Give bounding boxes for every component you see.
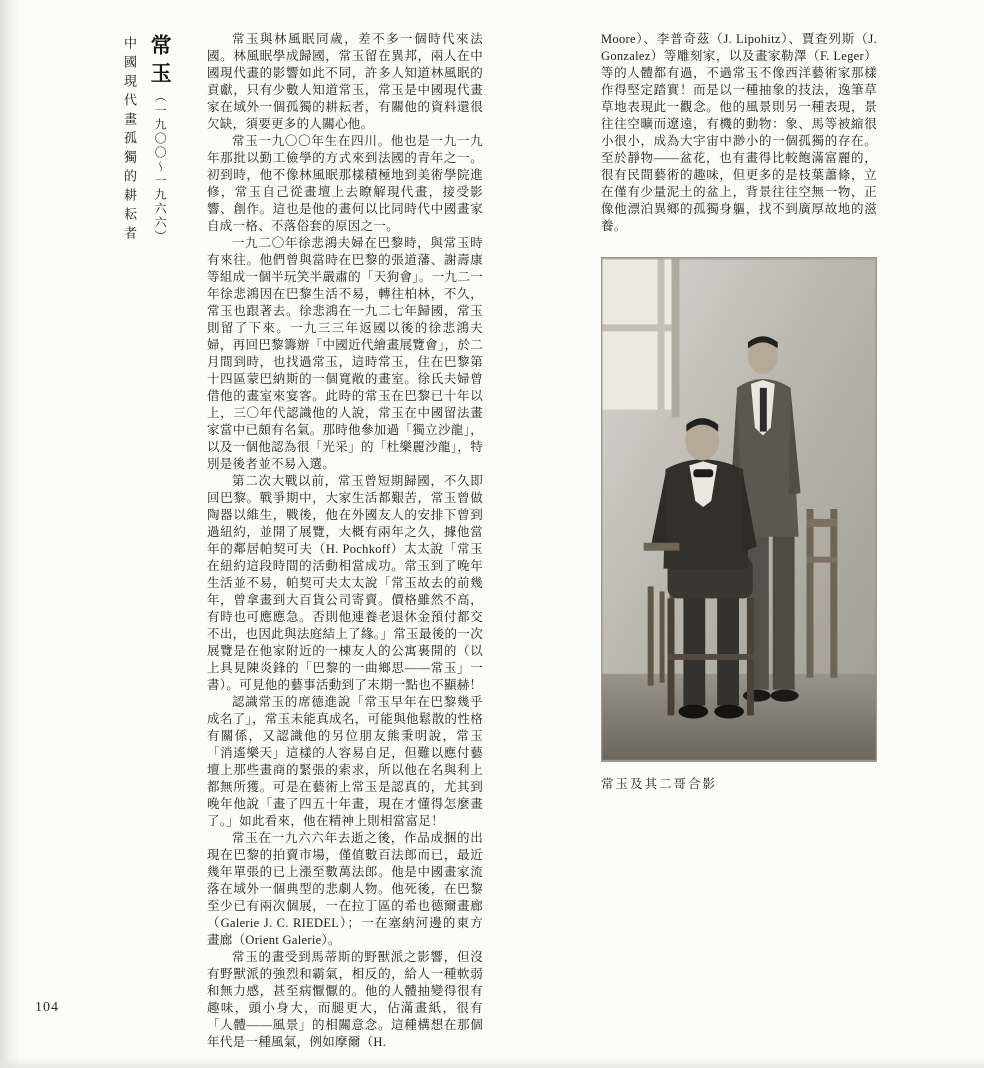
artist-name: 常玉: [148, 34, 173, 90]
paragraph-1: 常玉與林風眠同歲，差不多一個時代來法國。林風眠學成歸國，常玉留在異邦，兩人在中國現代畫的影響如此不同，許多人知道林風眠的貢獻，只有少數人知道常玉，常玉是中國現代畫家在域外一個孤獨的耕耘者，有關他的資料還很欠缺，須要更多的人關心他。: [207, 32, 483, 131]
photo-figure: [601, 257, 877, 792]
chapter-title-line: [148, 34, 171, 464]
text-column-right: [601, 31, 877, 792]
paragraph-5: 認識常玉的席德進說「常玉早年在巴黎幾乎成名了」，常玉未能真成名，可能與他鬆散的性格有關係，又認識他的另位朋友熊秉明說，常玉「消遙樂天」這樣的人容易自足，但難以應付藝壇上那些畫商的緊張的索求，所以他在名與利上都無所獲。可是在藝術上常玉是認真的，尤其到晚年他說「畫了四五十年畫，現在才懂得怎麼畫了。」如此看來，他在精神上則相當富足！: [207, 695, 483, 828]
page-number: 104: [35, 1000, 59, 1015]
photo-two-men: [601, 257, 877, 762]
paragraph-3: 一九二〇年徐悲鴻夫婦在巴黎時，與常玉時有來往。他們曾與當時在巴黎的張道藩、謝壽康等組成一個半玩笑半嚴肅的「天狗會」。一九二一年徐悲鴻因在巴黎生活不易，轉往柏林，不久，常玉也跟著去。徐悲鴻在一九二七年歸國，常玉則留了下來。一九三三年返國以後的徐悲鴻夫婦，再回巴黎籌辦「中國近代繪畫展覽會」，於二月間到時，也找過常玉，這時常玉，住在巴黎第十四區蒙巴納斯的一個寬敞的畫室。徐氏夫婦曾借他的畫室來宴客。此時的常玉在巴黎已十年以上，三〇年代認識他的人說，常玉在中國留法畫家當中已頗有名氣。那時他參加過「獨立沙龍」，以及一個他認為很「光采」的「杜樂麗沙龍」，特別是後者並不易入選。: [207, 236, 483, 471]
scan-gutter-shadow: [0, 0, 20, 1068]
chapter-subtitle: 中國現代畫孤獨的耕耘者: [122, 36, 137, 245]
scan-bottom-shadow: [0, 1058, 984, 1068]
artist-years: （一九〇〇～一九六六）: [153, 90, 168, 244]
chapter-title-vertical: [120, 34, 171, 464]
paragraph-continuation: Moore）、李普奇茲（J. Lipohitz）、賈查列斯（J. Gonzalez）等雕刻家，以及畫家勒澤（F. Leger）等的人體都有過，不過常玉不像西洋藝術家那樣作得堅定踏實！而是以一種抽象的技法，逸筆草草地表現此一觀念。他的風景則另一種表現，景往往空曠而遼遠，有機的動物：象、馬等被縮很小很小，成為大宇宙中渺小的一個孤獨的存在。至於靜物——盆花，也有畫得比較飽滿富麗的，很有民間藝術的趣味，但更多的是枝葉蕭條，立在僅有少量泥土的盆上，背景往往空無一物，正像他漂泊異鄉的孤獨身軀，找不到廣厚故地的滋養。: [601, 32, 877, 233]
paragraph-7: 常玉的畫受到馬蒂斯的野獸派之影響，但沒有野獸派的強烈和霸氣，相反的，給人一種軟弱和無力感，甚至病懨懨的。他的人體抽變得很有趣味，頭小身大，而腿更大，佔滿畫紙，很有「人體——風景」的相關意念。這種構想在那個年代是一種風氣，例如摩爾（H.: [207, 950, 483, 1049]
text-column-left: [207, 31, 483, 1051]
photo-caption: 常玉及其二哥合影: [601, 777, 718, 791]
paragraph-6: 常玉在一九六六年去逝之後，作品成捆的出現在巴黎的拍賣市場，僅值數百法郎而已，最近幾年單張的已上漲至數萬法郎。他是中國畫家流落在域外一個典型的悲劇人物。他死後，在巴黎至少已有兩次個展，一在拉丁區的希也德爾畫廊（Galerie J. C. RIEDEL）；一在塞納河邊的東方畫廊（Orient Galerie）。: [207, 831, 483, 947]
paragraph-4: 第二次大戰以前，常玉曾短期歸國，不久即回巴黎。戰爭期中，大家生活都艱苦，常玉曾做陶器以維生，戰後，他在外國友人的安排下曾到過紐約，並開了展覽，大概有兩年之久，據他當年的鄰居帕契可夫（H. Pochkoff）太太說「常玉在紐約這段時間的活動相當成功。常玉到了晚年生活並不易，帕契可夫太太說「常玉故去的前幾年，曾拿畫到大百貨公司寄賣。價格雖然不高，有時也可應應急。否則他連養老退休金預付都交不出，也因此與法庭結上了緣。」常玉最後的一次展覽是在他家附近的一棟友人的公寓裏開的（以上具見陳炎鋒的「巴黎的一曲鄉思——常玉」一書）。可見他的藝事活動到了末期一點也不顯赫！: [207, 474, 483, 692]
photo-illustration: [602, 258, 876, 761]
paragraph-2: 常玉一九〇〇年生在四川。他也是一九一九年那批以勤工儉學的方式來到法國的青年之一。初到時，他不像林風眠那樣積極地到美術學院進修，常玉自己從畫壇上去瞭解現代畫，接受影響、創作。這也是他的畫何以比同時代中國畫家自成一格、不落俗套的原因之一。: [207, 134, 483, 233]
